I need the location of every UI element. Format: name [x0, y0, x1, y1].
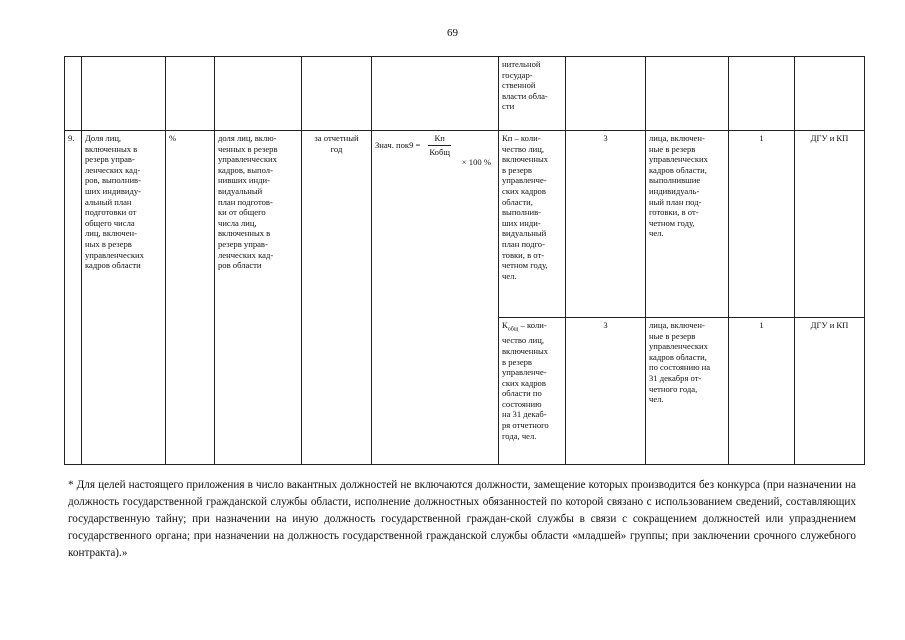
source-cell: ДГУ и КП: [795, 131, 865, 318]
source-cell: ДГУ и КП: [795, 318, 865, 465]
period-cell: за отчетный год: [302, 131, 372, 465]
number-cell: 1: [729, 318, 795, 465]
table-cell: [646, 57, 729, 131]
table-cell: [566, 57, 646, 131]
table-cell: [215, 57, 302, 131]
footnote: [68, 477, 856, 562]
formula-cell: [372, 131, 499, 465]
formula: [375, 133, 495, 157]
formula-multiplier: × 100 %: [461, 157, 491, 168]
table-row-top: [65, 57, 865, 131]
formula-numerator: Кп: [428, 133, 450, 146]
footnote-text: * Для целей настоящего приложения в число вакантных должностей не включаются должности, замещение которых производится без конкурса (при назначении на должность государственной гражданской службы области, исполнение должностных обязанностей по которой связано с использованием сведений, составляющих государственную тайну; при назначении на иную должность государственной граждан-ской службы в связи с сокращением должностей или упразднением государственного органа; при назначении на должность государственной гражданской службы области «младшей» группы; при заключении срочного служебного контракта).»: [68, 479, 856, 559]
table-cell: [82, 57, 166, 131]
indicator-name-cell: Доля лиц, включенных в резерв управ- ленческих кад- ров, выполнив- ших индивиду- альный план подготовки от общего числа лиц, включен- ных в резерв управленческих кадров области: [82, 131, 166, 465]
table-cell: [302, 57, 372, 131]
definition-cell: доля лиц, вклю- ченных в резерв управленческих кадров, выпол- нивших инди- видуальный план подготов- ки от общего числа лиц, включенных в резерв управ- ленческих кад- ров области: [215, 131, 302, 465]
description-cell: лица, включен- ные в резерв управленческих кадров области, по состоянию на 31 декабря от- четного года, чел.: [646, 318, 729, 465]
table-cell-continued-text: нительной государ- ственной власти обла- сти: [499, 57, 566, 131]
table-row-9a: [65, 131, 865, 318]
formula-fraction: [423, 133, 456, 157]
table-cell: [372, 57, 499, 131]
code-cell: 3: [566, 318, 646, 465]
table-cell: [166, 57, 215, 131]
formula-denominator: Кобщ: [429, 146, 450, 157]
table-cell: [729, 57, 795, 131]
number-cell: 1: [729, 131, 795, 318]
code-cell: 3: [566, 131, 646, 318]
table-cell: [65, 57, 82, 131]
page-number: 69: [447, 27, 458, 39]
variable-kobsch-cell: $К_{общ}$ – коли- чество лиц, включенных в резерв управленче- ских кадров области по состоянию на 31 декаб- ря отчетного года, чел.: [499, 318, 566, 465]
indicator-table: [64, 56, 865, 465]
row-number-cell: 9.: [65, 131, 82, 465]
table-cell: [795, 57, 865, 131]
variable-kp-cell: Кп – коли- чество лиц, включенных в резерв управленче- ских кадров области, выполнив- ших инди- видуальный план подго- товки, в от- четном году, чел.: [499, 131, 566, 318]
formula-lhs: Знач. пок9 =: [375, 139, 421, 150]
description-cell: лица, включен- ные в резерв управленческих кадров области, выполнившие индивидуаль- ный план под- готовки, в от- четном году, чел.: [646, 131, 729, 318]
unit-cell: %: [166, 131, 215, 465]
